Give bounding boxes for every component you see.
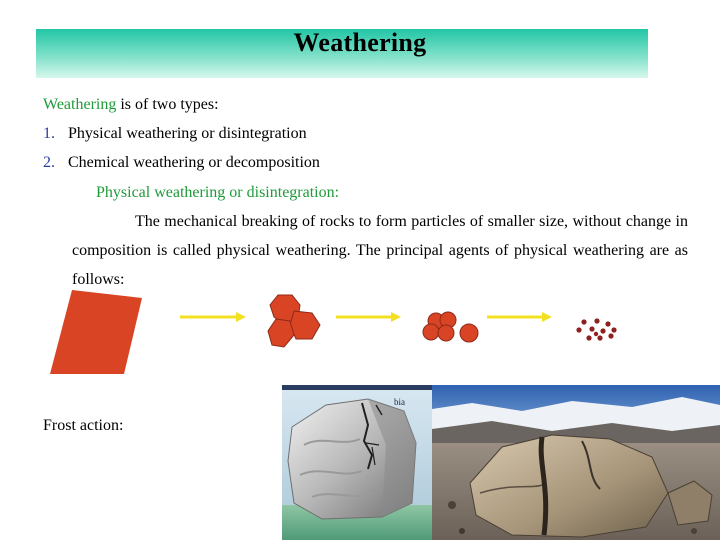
subheading: Physical weathering or disintegration: [96, 184, 340, 201]
list-item [43, 125, 307, 143]
disintegration-diagram [0, 285, 720, 385]
frost-wedging-illustration [282, 385, 432, 540]
intro-line [43, 96, 219, 114]
list-number: 1. [43, 125, 55, 142]
list-item-label: Chemical weathering or decomposition [68, 154, 320, 171]
paragraph-text: The mechanical breaking of rocks to form particles of smaller size, without change in composition is called physical weathering. The principal agents of physical weathering are as follows: [72, 213, 688, 288]
fragmented-rock [268, 295, 320, 347]
split-boulder-drawing [432, 385, 720, 540]
arrow [180, 312, 246, 322]
illustration-label: bia [394, 397, 405, 407]
page-title: Weathering [293, 28, 427, 57]
frost-action-label: Frost action: [43, 417, 124, 434]
fine-particles [576, 318, 616, 340]
arrow [336, 312, 401, 322]
list-number: 2. [43, 154, 55, 171]
large-rock-block [50, 290, 142, 374]
list-item-label: Physical weathering or disintegration [68, 125, 307, 142]
definition-paragraph [72, 207, 688, 294]
weathering-term: Weathering [43, 96, 117, 113]
pebbles [423, 312, 478, 342]
split-boulder-photo [432, 385, 720, 540]
arrow [487, 312, 552, 322]
list-item [43, 154, 320, 172]
intro-rest: is of two types: [116, 96, 219, 113]
frost-wedging-drawing [282, 385, 432, 540]
